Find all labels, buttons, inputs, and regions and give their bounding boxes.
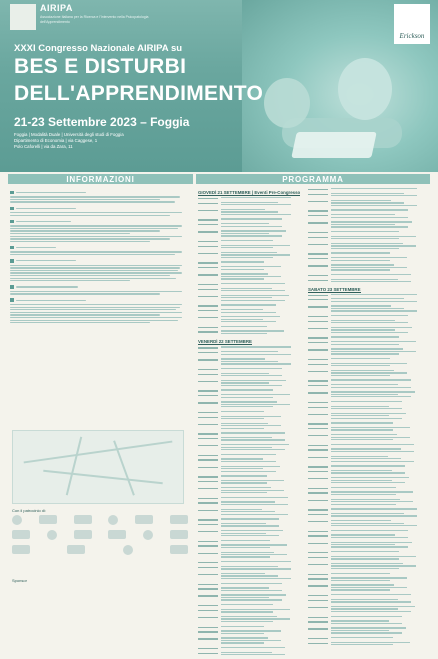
schedule-row — [198, 616, 304, 623]
schedule-row — [198, 368, 304, 370]
schedule-row — [308, 594, 430, 596]
event-dates: 21-23 Settembre 2023 – Foggia — [14, 115, 190, 129]
schedule-row — [198, 252, 304, 259]
sponsor-logo — [74, 530, 92, 539]
schedule-row — [198, 454, 304, 456]
schedule-row — [308, 231, 430, 233]
schedule-row — [308, 530, 430, 532]
schedule-row — [308, 427, 430, 432]
schedule-row — [198, 518, 304, 520]
day-heading-saturday: SABATO 23 SETTEMBRE — [308, 286, 361, 292]
day-heading-thursday: GIOVEDÌ 21 SETTEMBRE | Eventi Pre-Congresso — [198, 190, 301, 195]
schedule-row — [308, 279, 430, 284]
sponsor-logo — [108, 530, 126, 539]
schedule-row — [308, 422, 430, 424]
schedule-row — [198, 444, 304, 451]
schedule-row — [308, 508, 430, 510]
schedule-row — [308, 513, 430, 518]
schedule-row — [198, 475, 304, 477]
schedule-row — [308, 209, 430, 211]
venue-line: Dipartimento di Economia | via Caggese, 1 — [14, 137, 98, 143]
venue-map — [12, 430, 184, 504]
schedule-row — [308, 243, 430, 250]
schedule-row — [198, 647, 304, 649]
schedule-row — [308, 193, 430, 198]
schedule-row — [198, 401, 304, 408]
schedule-row — [308, 413, 430, 420]
sponsor-logo — [108, 515, 118, 525]
venue-line: Foggia | Modalità Duale | Università degli studi di Foggia — [14, 132, 124, 137]
schedule-row — [308, 221, 430, 228]
schedule-row — [308, 616, 430, 618]
schedule-row — [198, 497, 304, 499]
schedule-row — [308, 599, 430, 604]
schedule-row — [198, 245, 304, 250]
schedule-row — [308, 637, 430, 639]
schedule-row — [198, 509, 304, 516]
info-column — [10, 190, 190, 326]
schedule-row — [198, 330, 304, 335]
schedule-row — [308, 534, 430, 539]
schedule-row — [198, 266, 304, 271]
venue-line: Polo Caforelli | via da Zara, 11 — [14, 143, 73, 149]
schedule-row — [308, 320, 430, 325]
schedule-row — [198, 209, 304, 216]
schedule-row — [198, 523, 304, 528]
program-column-left — [198, 188, 304, 659]
info-block — [10, 206, 190, 216]
patronage-label: Con il patrocinio di: — [12, 508, 47, 513]
schedule-row — [198, 566, 304, 571]
schedule-row — [308, 499, 430, 506]
schedule-row — [308, 252, 430, 254]
schedule-row — [308, 294, 430, 296]
schedule-row — [198, 309, 304, 314]
schedule-rows-a1 — [198, 197, 304, 335]
schedule-row — [198, 283, 304, 285]
schedule-row — [308, 606, 430, 613]
schedule-row — [198, 394, 304, 399]
schedule-row — [308, 456, 430, 463]
schedule-row — [308, 584, 430, 591]
schedule-row — [198, 437, 304, 442]
schedule-row — [198, 273, 304, 280]
header-banner — [0, 0, 438, 172]
sponsor-logo — [170, 515, 188, 524]
schedule-row — [198, 218, 304, 220]
schedule-row — [198, 316, 304, 323]
schedule-row — [308, 465, 430, 467]
publisher-logo: Erickson — [394, 4, 430, 44]
schedule-row — [198, 604, 304, 606]
schedule-row — [198, 416, 304, 421]
schedule-row — [198, 652, 304, 657]
schedule-row — [198, 594, 304, 601]
schedule-row — [198, 358, 304, 365]
schedule-row — [198, 530, 304, 537]
info-block — [10, 190, 190, 203]
schedule-row — [308, 336, 430, 338]
schedule-row — [198, 587, 304, 592]
schedule-row — [308, 379, 430, 381]
schedule-row — [308, 200, 430, 207]
main-title-line2: DELL'APPRENDIMENTO — [14, 82, 264, 105]
schedule-row — [198, 389, 304, 391]
schedule-row — [198, 411, 304, 413]
info-section-bar: INFORMAZIONI — [8, 174, 193, 184]
schedule-row — [198, 637, 304, 644]
schedule-row — [308, 401, 430, 403]
info-block — [10, 258, 190, 281]
info-block — [10, 245, 190, 255]
congress-title: XXXI Congresso Nazionale AIRIPA su — [14, 43, 183, 54]
schedule-row — [308, 477, 430, 484]
schedule-row — [198, 487, 304, 494]
schedule-row — [198, 561, 304, 563]
schedule-row — [308, 348, 430, 355]
schedule-row — [308, 391, 430, 398]
schedule-row — [198, 261, 304, 263]
schedule-row — [198, 458, 304, 463]
schedule-row — [308, 470, 430, 475]
schedule-row — [308, 236, 430, 241]
schedule-row — [308, 642, 430, 647]
info-block — [10, 298, 190, 324]
schedule-row — [308, 487, 430, 489]
schedule-row — [198, 380, 304, 387]
schedule-row — [308, 305, 430, 312]
sponsor-logo — [47, 530, 57, 540]
schedule-row — [198, 609, 304, 614]
sponsor-logo — [74, 515, 92, 524]
schedule-row — [198, 432, 304, 434]
schedule-row — [308, 384, 430, 389]
schedule-row — [198, 466, 304, 473]
schedule-row — [308, 315, 430, 317]
schedule-row — [308, 214, 430, 219]
schedule-row — [308, 188, 430, 190]
schedule-rows-b1 — [308, 188, 430, 284]
info-block — [10, 219, 190, 242]
schedule-row — [198, 423, 304, 430]
sponsor-logo — [39, 515, 57, 524]
schedule-rows-b2 — [308, 294, 430, 647]
sponsor-logo — [135, 515, 153, 524]
schedule-row — [198, 288, 304, 293]
sponsor-logo — [12, 515, 22, 525]
schedule-row — [308, 298, 430, 303]
schedule-row — [198, 540, 304, 542]
schedule-rows-a2 — [198, 346, 304, 656]
schedule-row — [308, 264, 430, 271]
schedule-row — [308, 573, 430, 575]
schedule-row — [308, 358, 430, 360]
airipa-logo — [10, 4, 36, 30]
schedule-row — [308, 341, 430, 346]
schedule-row — [198, 230, 304, 237]
org-subtitle: Associazione Italiana per la Ricerca e l'Intervento nella Psicopatologia dell'Apprendimento — [40, 15, 149, 24]
sponsor-logo — [143, 530, 153, 540]
schedule-row — [308, 620, 430, 625]
main-title-line1: BES E DISTURBI — [14, 55, 187, 78]
schedule-row — [308, 257, 430, 262]
schedule-row — [198, 326, 304, 328]
schedule-row — [198, 573, 304, 580]
schedule-row — [308, 627, 430, 634]
schedule-row — [198, 304, 304, 306]
schedule-row — [308, 563, 430, 570]
schedule-row — [308, 370, 430, 377]
day-heading-friday: VENERDÌ 22 SETTEMBRE — [198, 339, 252, 345]
sponsor-logo — [170, 530, 188, 539]
schedule-row — [198, 626, 304, 628]
schedule-row — [198, 630, 304, 635]
sponsor-label: Sponsor — [12, 578, 27, 583]
program-section-bar: PROGRAMMA — [196, 174, 430, 184]
schedule-row — [198, 197, 304, 199]
schedule-row — [198, 240, 304, 242]
schedule-row — [198, 583, 304, 585]
schedule-row — [308, 551, 430, 553]
schedule-row — [308, 448, 430, 453]
schedule-row — [198, 223, 304, 228]
sponsor-logo — [170, 545, 188, 554]
schedule-row — [308, 406, 430, 411]
schedule-row — [198, 373, 304, 378]
sponsor-logo — [12, 530, 30, 539]
schedule-row — [198, 552, 304, 559]
schedule-row — [308, 577, 430, 582]
schedule-row — [198, 544, 304, 549]
venue-info — [14, 132, 124, 149]
schedule-row — [308, 491, 430, 496]
sponsor-logo — [12, 545, 30, 554]
schedule-row — [308, 444, 430, 446]
schedule-row — [308, 434, 430, 441]
schedule-row — [198, 202, 304, 207]
schedule-row — [308, 327, 430, 334]
info-block — [10, 284, 190, 294]
schedule-row — [198, 295, 304, 302]
schedule-row — [308, 556, 430, 561]
program-column-right — [308, 188, 430, 649]
schedule-row — [198, 480, 304, 485]
schedule-row — [308, 274, 430, 276]
schedule-row — [198, 346, 304, 348]
sponsor-logo — [123, 545, 133, 555]
sponsor-logo — [67, 545, 85, 554]
schedule-row — [198, 501, 304, 506]
schedule-row — [308, 520, 430, 527]
org-name: AIRIPA — [40, 3, 73, 13]
sponsor-logos — [12, 515, 188, 560]
schedule-row — [308, 542, 430, 549]
schedule-row — [308, 363, 430, 368]
schedule-row — [198, 351, 304, 356]
